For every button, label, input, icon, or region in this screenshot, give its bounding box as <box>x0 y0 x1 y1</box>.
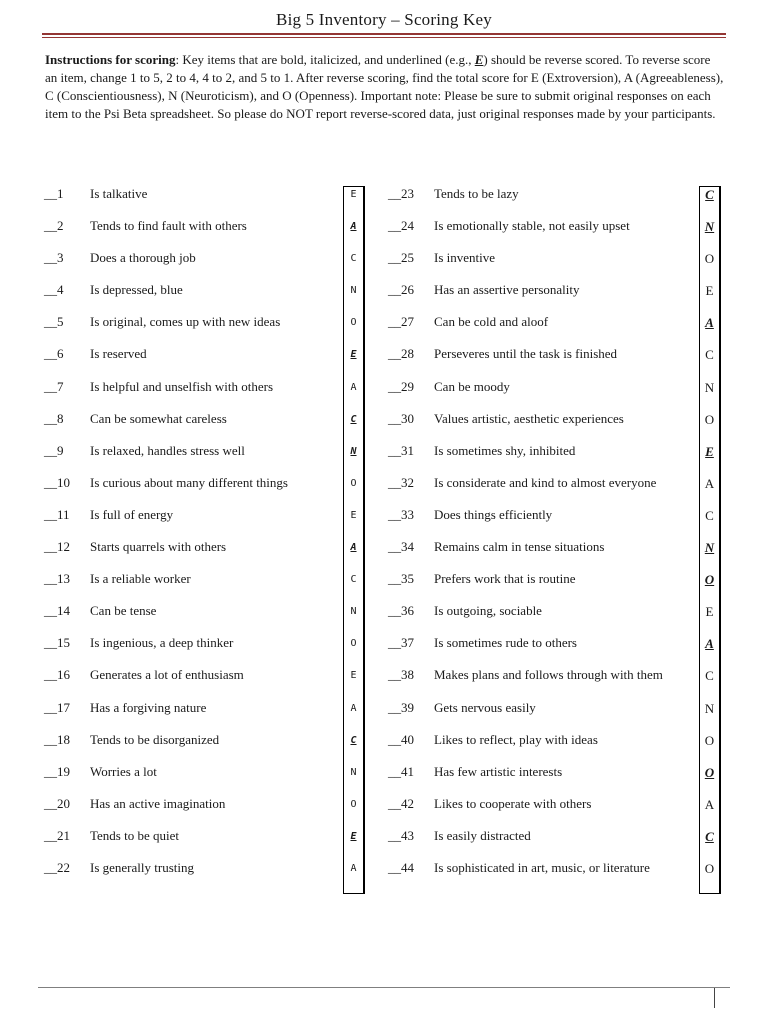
item-text: Perseveres until the task is finished <box>434 346 618 362</box>
item-text: Does a thorough job <box>90 250 196 266</box>
scoring-key-letter: O <box>350 317 357 329</box>
item-text: Generates a lot of enthusiasm <box>90 667 244 683</box>
scoring-key-letter: A <box>704 475 715 491</box>
scoring-key-letter: C <box>350 253 357 265</box>
scoring-key-letter: E <box>705 283 714 299</box>
scoring-key-letter: O <box>350 477 357 489</box>
item-text: Is reserved <box>90 346 147 362</box>
scoring-key-letter: E <box>350 349 357 361</box>
item-text: Has an assertive personality <box>434 282 580 298</box>
scoring-key-letter: N <box>350 445 357 457</box>
scoring-key-letter: N <box>350 285 357 297</box>
item-number: __38 <box>388 667 414 683</box>
scoring-key-letter: O <box>704 732 715 748</box>
item-number: __22 <box>44 859 70 875</box>
scoring-key-column-left <box>343 186 365 894</box>
footer-tick <box>714 988 715 1008</box>
item-number: __4 <box>44 282 64 298</box>
item-text: Makes plans and follows through with them <box>434 667 663 683</box>
scoring-key-letter: N <box>350 606 357 618</box>
item-text: Has an active imagination <box>90 795 226 811</box>
instructions-text-1: : Key items that are bold, italicized, and underlined (e.g., <box>175 52 475 67</box>
item-text: Is full of energy <box>90 506 174 522</box>
item-number: __13 <box>44 571 70 587</box>
item-text: Is considerate and kind to almost everyone <box>434 474 657 490</box>
scoring-key-letter: C <box>705 668 714 684</box>
item-number: __27 <box>388 314 414 330</box>
item-text: Values artistic, aesthetic experiences <box>434 410 624 426</box>
item-number: __37 <box>388 635 414 651</box>
item-number: __15 <box>44 635 70 651</box>
item-number: __14 <box>44 603 70 619</box>
item-number: __33 <box>388 506 414 522</box>
scoring-key-letter: C <box>705 828 714 844</box>
item-text: Is ingenious, a deep thinker <box>90 635 234 651</box>
scoring-key-letter: A <box>705 315 714 331</box>
document-title: Big 5 Inventory – Scoring Key <box>276 10 492 29</box>
instructions-label: Instructions for scoring <box>45 52 176 67</box>
item-text: Tends to be disorganized <box>90 731 220 747</box>
item-number: __5 <box>44 314 64 330</box>
item-number: __16 <box>44 667 70 683</box>
scoring-key-letter: A <box>350 702 357 714</box>
item-text: Is a reliable worker <box>90 571 191 587</box>
item-text: Tends to be lazy <box>434 186 519 201</box>
item-number: __3 <box>44 250 64 266</box>
scoring-key-letter: E <box>350 509 357 521</box>
item-number: __2 <box>44 218 64 234</box>
item-number: __9 <box>44 442 64 458</box>
scoring-key-letter: A <box>350 862 357 874</box>
scoring-key-letter: E <box>350 670 357 682</box>
scoring-key-letter: O <box>704 411 715 427</box>
item-number: __28 <box>388 346 414 362</box>
item-text: Is original, comes up with new ideas <box>90 314 281 330</box>
item-text: Has a forgiving nature <box>90 699 207 715</box>
item-text: Remains calm in tense situations <box>434 539 605 555</box>
item-text: Gets nervous easily <box>434 699 536 715</box>
scoring-key-letter: N <box>704 379 715 395</box>
scoring-key-letter: O <box>704 764 715 780</box>
item-number: __23 <box>388 186 414 201</box>
item-text: Is helpful and unselfish with others <box>90 378 274 394</box>
item-text: Is outgoing, sociable <box>434 603 542 619</box>
item-number: __41 <box>388 763 414 779</box>
item-number: __35 <box>388 571 414 587</box>
item-text: Is sometimes rude to others <box>434 635 577 651</box>
footer-rule <box>38 987 730 988</box>
scoring-key-letter: E <box>705 604 714 620</box>
item-text: Starts quarrels with others <box>90 539 227 555</box>
item-text: Prefers work that is routine <box>434 571 576 587</box>
scoring-key-letter: C <box>350 574 357 586</box>
item-number: __6 <box>44 346 64 362</box>
scoring-key-letter: O <box>704 251 715 267</box>
item-text: Worries a lot <box>90 763 157 779</box>
item-number: __18 <box>44 731 70 747</box>
item-text: Has few artistic interests <box>434 763 563 779</box>
scoring-key-letter: A <box>705 636 714 652</box>
scoring-key-letter: E <box>350 830 357 842</box>
title-rule <box>42 33 726 35</box>
title-rule-thin <box>42 37 726 38</box>
scoring-key-letter: O <box>350 798 357 810</box>
scoring-key-column-right <box>699 186 721 894</box>
item-number: __24 <box>388 218 414 234</box>
item-text: Does things efficiently <box>434 506 553 522</box>
scoring-key-letter: O <box>350 638 357 650</box>
item-number: __44 <box>388 859 414 875</box>
item-text: Is relaxed, handles stress well <box>90 442 245 458</box>
scoring-key-letter: C <box>705 507 714 523</box>
item-number: __34 <box>388 539 414 555</box>
scoring-key-letter: E <box>705 443 714 459</box>
scoring-key-letter: N <box>350 766 357 778</box>
item-number: __36 <box>388 603 414 619</box>
item-number: __20 <box>44 795 70 811</box>
scoring-key-letter: N <box>704 219 715 235</box>
item-number: __31 <box>388 442 414 458</box>
item-number: __30 <box>388 410 414 426</box>
item-text: Can be moody <box>434 378 510 394</box>
scoring-key-letter: A <box>350 542 357 554</box>
item-number: __17 <box>44 699 70 715</box>
item-number: __26 <box>388 282 414 298</box>
item-text: Likes to cooperate with others <box>434 795 592 811</box>
scoring-key-letter: N <box>704 700 715 716</box>
item-number: __12 <box>44 539 70 555</box>
scoring-key-letter: A <box>350 381 357 393</box>
item-text: Is generally trusting <box>90 859 194 875</box>
scoring-key-letter: A <box>350 221 357 233</box>
item-number: __40 <box>388 731 414 747</box>
item-text: Is inventive <box>434 250 496 266</box>
reverse-example: E <box>474 52 484 67</box>
item-text: Is sophisticated in art, music, or literature <box>434 859 650 875</box>
item-number: __11 <box>44 506 70 522</box>
item-text: Can be cold and aloof <box>434 314 549 330</box>
scoring-key-letter: C <box>350 413 357 425</box>
item-number: __25 <box>388 250 414 266</box>
item-text: Is curious about many different things <box>90 474 288 490</box>
scoring-key-letter: C <box>350 734 357 746</box>
scoring-key-letter: O <box>704 572 715 588</box>
item-number: __1 <box>44 186 64 201</box>
item-text: Is depressed, blue <box>90 282 183 298</box>
item-text: Can be tense <box>90 603 157 619</box>
item-number: __39 <box>388 699 414 715</box>
item-text: Is easily distracted <box>434 827 531 843</box>
scoring-key-letter: A <box>704 796 715 812</box>
item-number: __21 <box>44 827 70 843</box>
item-number: __29 <box>388 378 414 394</box>
item-number: __32 <box>388 474 414 490</box>
item-text: Is talkative <box>90 186 148 201</box>
item-number: __7 <box>44 378 64 394</box>
scoring-key-letter: N <box>704 540 715 556</box>
item-number: __43 <box>388 827 414 843</box>
item-text: Can be somewhat careless <box>90 410 227 426</box>
item-text: Tends to be quiet <box>90 827 179 843</box>
instructions-text-2: ) should be reverse scored. To reverse score an item, change 1 to 5, 2 to 4, 4 to 2, and 5 to 1. After reverse scoring, find the total score for E (Extroversion), A (Agreeableness), C (Conscientiousness), N (Neuroticism), and O (Openness). Important note: Please be sure to submit original responses on each item to the Psi Beta spreadsheet. So please do NOT report reverse-scored data, just original responses made by your participants. <box>45 52 724 121</box>
item-text: Is sometimes shy, inhibited <box>434 442 576 458</box>
item-number: __8 <box>44 410 64 426</box>
scoring-key-letter: C <box>705 187 714 202</box>
item-text: Is emotionally stable, not easily upset <box>434 218 630 234</box>
scoring-key-letter: O <box>704 860 715 876</box>
instructions-paragraph <box>45 51 725 123</box>
item-text: Tends to find fault with others <box>90 218 247 234</box>
scoring-key-letter: C <box>705 347 714 363</box>
scoring-key-letter: E <box>350 189 357 200</box>
item-number: __10 <box>44 474 70 490</box>
item-number: __19 <box>44 763 70 779</box>
item-number: __42 <box>388 795 414 811</box>
item-text: Likes to reflect, play with ideas <box>434 731 598 747</box>
